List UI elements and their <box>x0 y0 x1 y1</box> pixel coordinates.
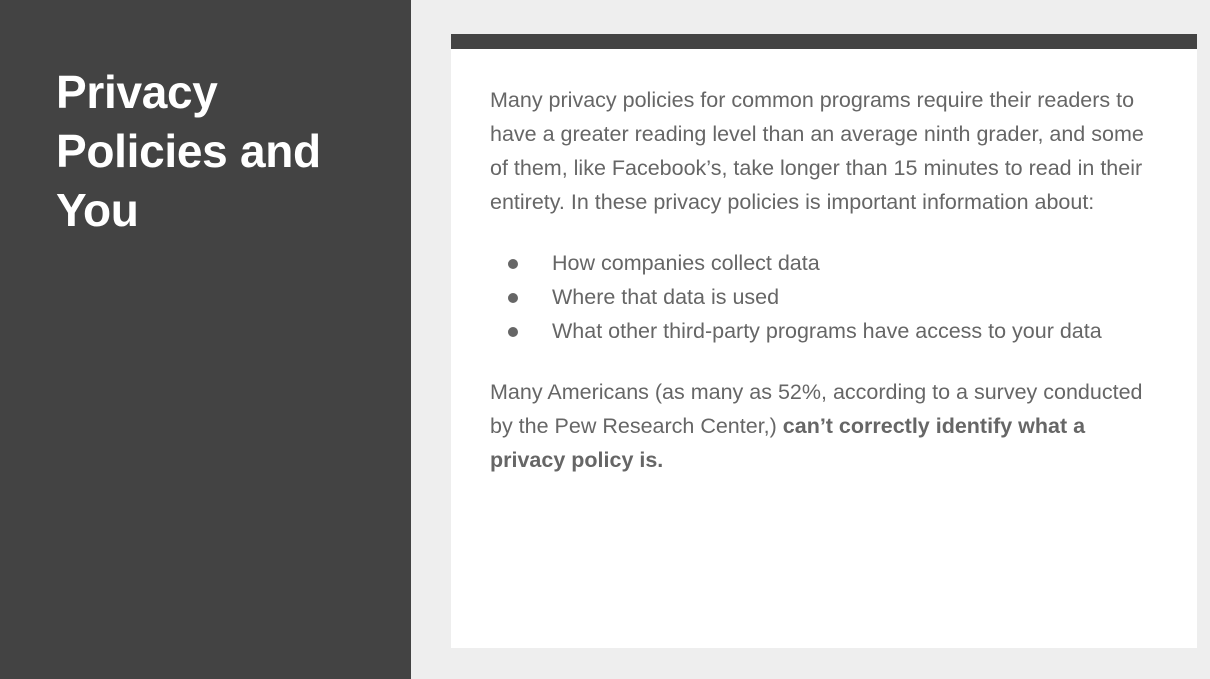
bullet-text: What other third-party programs have access to your data <box>552 319 1102 343</box>
slide-title: Privacy Policies and You <box>56 66 321 236</box>
card-body <box>490 83 1162 477</box>
list-item <box>490 246 1162 280</box>
list-item <box>490 314 1162 348</box>
closing-text: Many Americans (as many as 52%, according to a survey conducted by the Pew Research Center,) <box>490 380 1143 438</box>
content-card <box>451 34 1197 648</box>
bullet-dot-icon <box>508 293 518 303</box>
intro-paragraph: Many privacy policies for common programs require their readers to have a greater reading level than an average ninth grader, and some of them, like Facebook’s, take longer than 15 minutes to read in their entirety. In these privacy policies is important information about: <box>490 88 1144 214</box>
bullet-text: How companies collect data <box>552 251 820 275</box>
bullet-dot-icon <box>508 259 518 269</box>
bullet-list <box>490 246 1162 348</box>
title-panel <box>0 0 411 679</box>
list-item <box>490 280 1162 314</box>
bullet-text: Where that data is used <box>552 285 780 309</box>
card-header-bar <box>451 34 1197 49</box>
bullet-dot-icon <box>508 327 518 337</box>
closing-paragraph <box>490 375 1162 477</box>
closing-emphasis: can’t correctly identify what a privacy policy is. <box>490 414 1086 472</box>
